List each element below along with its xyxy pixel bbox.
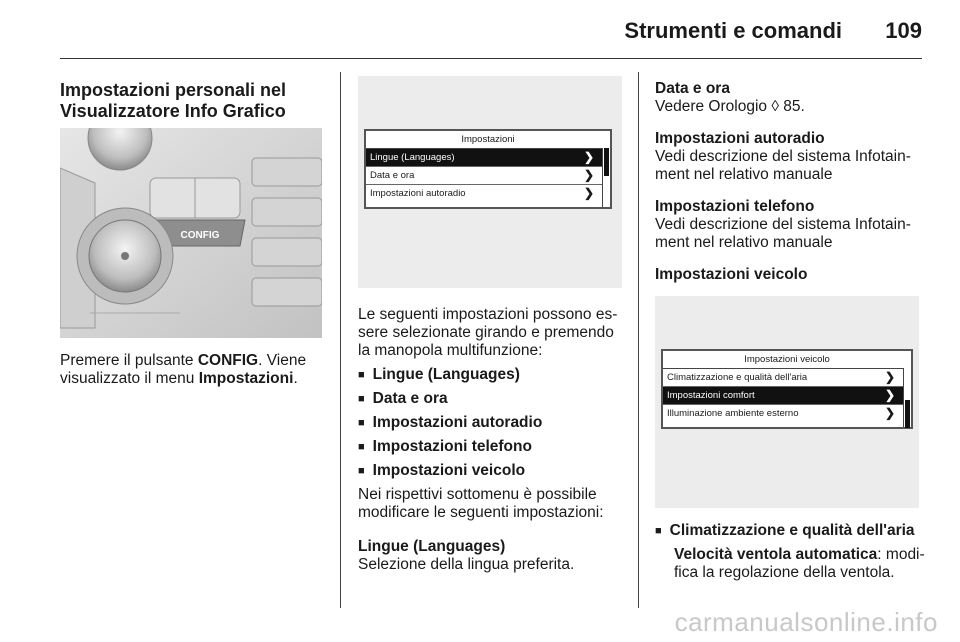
list-item: ■ Climatizzazione e qualità dell'aria bbox=[655, 522, 927, 540]
settings-list bbox=[358, 366, 630, 480]
chevron-right-icon: ❯ bbox=[884, 406, 895, 420]
config-button-label: CONFIG bbox=[180, 230, 220, 241]
section-title: Strumenti e comandi bbox=[624, 18, 842, 43]
subheading: Data e ora bbox=[655, 80, 730, 97]
scrollbar bbox=[903, 368, 911, 427]
menu-row: Climatizzazione e qualità dell'aria ❯ bbox=[663, 369, 911, 387]
chevron-right-icon: ❯ bbox=[583, 150, 594, 164]
vehicle-settings-screen bbox=[661, 349, 913, 429]
paragraph: Premere il pulsante CONFIG. Viene visualizzato il menu Impostazioni. bbox=[60, 352, 307, 387]
menu-row: Illuminazione ambiente esterno ❯ bbox=[667, 406, 895, 420]
column-divider bbox=[638, 72, 639, 608]
menu-row: Data e ora ❯ bbox=[366, 167, 610, 185]
list-item: ■ Lingue (Languages) bbox=[358, 366, 630, 384]
telefono-section bbox=[655, 198, 925, 252]
scroll-thumb bbox=[905, 400, 910, 428]
paragraph: Nei rispettivi sottomenu è possibile modificare le seguenti impostazioni: bbox=[358, 486, 604, 521]
paragraph: Vedere Orologio ◊ 85. bbox=[655, 98, 805, 115]
column-3-bottom bbox=[655, 522, 927, 582]
scrollbar bbox=[602, 148, 610, 207]
subheading: Impostazioni veicolo bbox=[655, 266, 808, 283]
settings-screen bbox=[364, 129, 612, 209]
chevron-right-icon: ❯ bbox=[583, 168, 594, 182]
subheading: Lingue (Languages) bbox=[358, 538, 506, 555]
column-3 bbox=[655, 80, 925, 284]
screen-title: Impostazioni veicolo bbox=[663, 351, 911, 369]
paragraph: Velocità ventola automatica: modi-fica la regolazione della ventola. bbox=[674, 546, 925, 581]
autoradio-section bbox=[655, 130, 925, 184]
list-item: ■ Data e ora bbox=[358, 390, 630, 408]
veicolo-section bbox=[655, 266, 925, 284]
section-heading: Impostazioni personali nel Visualizzatore Info Grafico bbox=[60, 80, 287, 121]
screen-title: Impostazioni bbox=[366, 131, 610, 149]
header-divider bbox=[60, 58, 922, 59]
display-screenshot bbox=[655, 296, 919, 508]
subheading: Impostazioni telefono bbox=[655, 198, 815, 215]
list-item: ■ Impostazioni autoradio bbox=[358, 414, 630, 432]
config-instruction bbox=[60, 352, 325, 388]
config-button-photo bbox=[60, 128, 322, 338]
menu-row: Impostazioni comfort ❯ bbox=[663, 387, 911, 405]
menu-row: Lingue (Languages) ❯ bbox=[366, 149, 610, 167]
intro-paragraph: Le seguenti impostazioni possono es-sere selezionate girando e premendo la manopola multifunzione: bbox=[358, 306, 618, 359]
chevron-right-icon: ❯ bbox=[583, 186, 594, 200]
chevron-right-icon: ❯ bbox=[884, 388, 895, 402]
page-header bbox=[0, 0, 960, 60]
page-number: 109 bbox=[885, 18, 922, 43]
dashboard-illustration bbox=[60, 128, 322, 338]
vehicle-settings-list bbox=[655, 522, 927, 540]
list-item: ■ Impostazioni veicolo bbox=[358, 462, 630, 480]
paragraph: Selezione della lingua preferita. bbox=[358, 556, 575, 573]
paragraph: Vedi descrizione del sistema Infotain-ment nel relativo manuale bbox=[655, 216, 911, 251]
data-ora-section bbox=[655, 80, 925, 116]
paragraph: Vedi descrizione del sistema Infotain-ment nel relativo manuale bbox=[655, 148, 911, 183]
column-divider bbox=[340, 72, 341, 608]
column-2 bbox=[358, 306, 630, 574]
lingue-section bbox=[358, 538, 630, 574]
column-1 bbox=[60, 80, 325, 122]
watermark: carmanualsonline.info bbox=[674, 607, 938, 637]
list-item: ■ Impostazioni telefono bbox=[358, 438, 630, 456]
menu-row: Impostazioni autoradio ❯ bbox=[370, 186, 594, 200]
display-screenshot bbox=[358, 76, 622, 288]
scroll-thumb bbox=[604, 148, 609, 176]
chevron-right-icon: ❯ bbox=[884, 370, 895, 384]
subheading: Impostazioni autoradio bbox=[655, 130, 825, 147]
